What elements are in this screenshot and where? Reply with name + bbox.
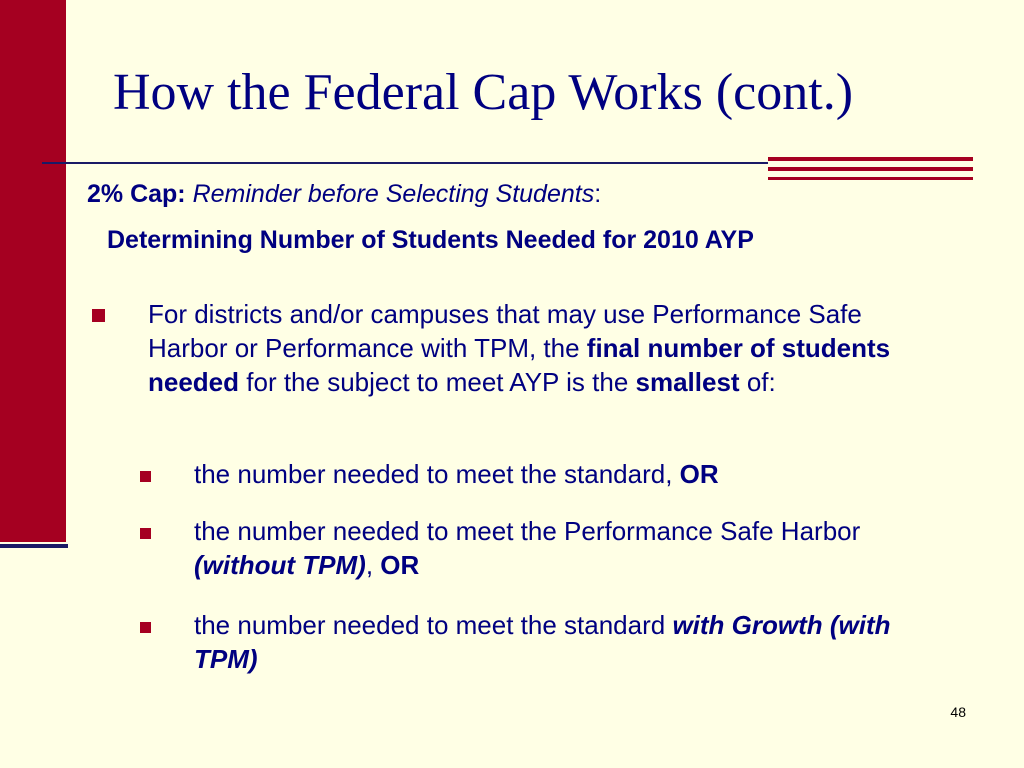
sub-bullet-1-bold: OR [679,459,719,489]
bullet-square-icon [92,309,105,322]
side-accent-line [0,544,68,548]
sub-bullet-1-text: the number needed to meet the standard, [194,459,680,489]
accent-bars [768,157,973,185]
slide-number: 48 [950,704,966,720]
slide-title: How the Federal Cap Works (cont.) [113,64,854,121]
bullet-main [148,297,948,399]
subhead-colon: : [594,180,602,208]
sub-bullet-3-bolditalic: with Growth (with TPM) [194,610,891,674]
sub-bullet-3 [194,608,954,676]
title-rule [42,162,768,164]
subhead-italic: Reminder before Selecting Students [192,180,595,208]
bullet-main-text-2: for the subject to meet AYP is the [239,367,636,397]
sub-bullet-2 [194,514,954,582]
sub-bullet-2-text-1: the number needed to meet the Performance Safe Harbor [194,516,861,546]
bullet-main-text-3: of: [739,367,776,397]
sub-bullet-2-bolditalic: (without TPM) [194,550,366,580]
sub-bullet-2-text-2: , [365,550,381,580]
bullet-main-bold-2: smallest [635,367,740,397]
bullet-main-bold-1: final number of students needed [148,333,891,397]
bullet-square-icon [140,622,151,633]
subhead-bold: 2% Cap: [87,180,186,208]
bullet-main-text-1: For districts and/or campuses that may use Performance Safe Harbor or Performance with TPM, the [148,299,862,363]
sub-bullet-3-text: the number needed to meet the standard [194,610,673,640]
bullet-square-icon [140,471,151,482]
sub-bullet-2-bold: OR [380,550,420,580]
bullet-square-icon [140,528,151,539]
sub-bullet-1 [194,457,954,491]
section-heading: Determining Number of Students Needed for 2010 AYP [107,226,754,254]
subhead [87,180,601,209]
side-accent-bar [0,0,66,542]
